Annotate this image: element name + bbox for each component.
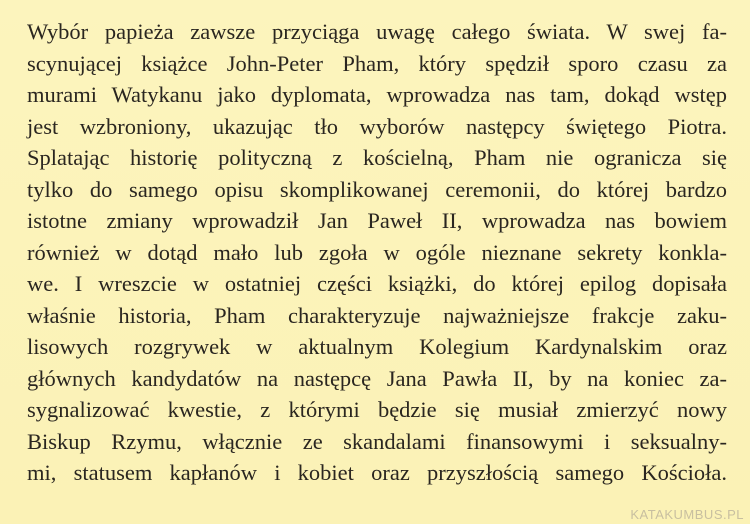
paragraph-line-1: Wybór papieża zawsze przyciąga uwagę całego świata. W swej fa- [27,19,727,44]
paragraph-line-2: scynującej książce John-Peter Pham, który spędził sporo czasu za [27,50,727,76]
paragraph-line-15: mi, statusem kapłanów i kobiet oraz przyszłością samego Kościoła. [27,460,727,485]
paragraph-line-3: murami Watykanu jako dyplomata, wprowadza nas tam, dokąd wstęp [27,82,727,107]
paragraph-line-7: istotne zmiany wprowadził Jan Paweł II, wprowadza nas bowiem [27,208,727,233]
paragraph-line-10: właśnie historia, Pham charakteryzuje najważniejsze frakcje zaku- [27,302,727,328]
paragraph-line-13: sygnalizować kwestie, z którymi będzie się musiał zmierzyć nowy [27,397,727,422]
paragraph-line-6: tylko do samego opisu skomplikowanej ceremonii, do której bardzo [27,176,727,202]
paragraph-line-11: lisowych rozgrywek w aktualnym Kolegium Kardynalskim oraz [27,334,727,359]
paragraph-line-14: Biskup Rzymu, włącznie ze skandalami finansowymi i seksualny- [27,428,727,454]
site-watermark: KATAKUMBUS.PL [630,507,744,522]
paragraph-line-9: we. I wreszcie w ostatniej części książki, do której epilog dopisała [27,271,727,296]
paragraph-line-8: również w dotąd mało lub zgoła w ogóle nieznane sekrety konkla- [27,239,727,265]
paragraph-line-12: głównych kandydatów na następcę Jana Pawła II, by na koniec za- [27,365,727,391]
book-description-paragraph [27,16,727,489]
paragraph-line-4: jest wzbroniony, ukazując tło wyborów następcy świętego Piotra. [27,113,727,139]
paragraph-line-5: Splatając historię polityczną z kościelną, Pham nie ogranicza się [27,145,727,170]
